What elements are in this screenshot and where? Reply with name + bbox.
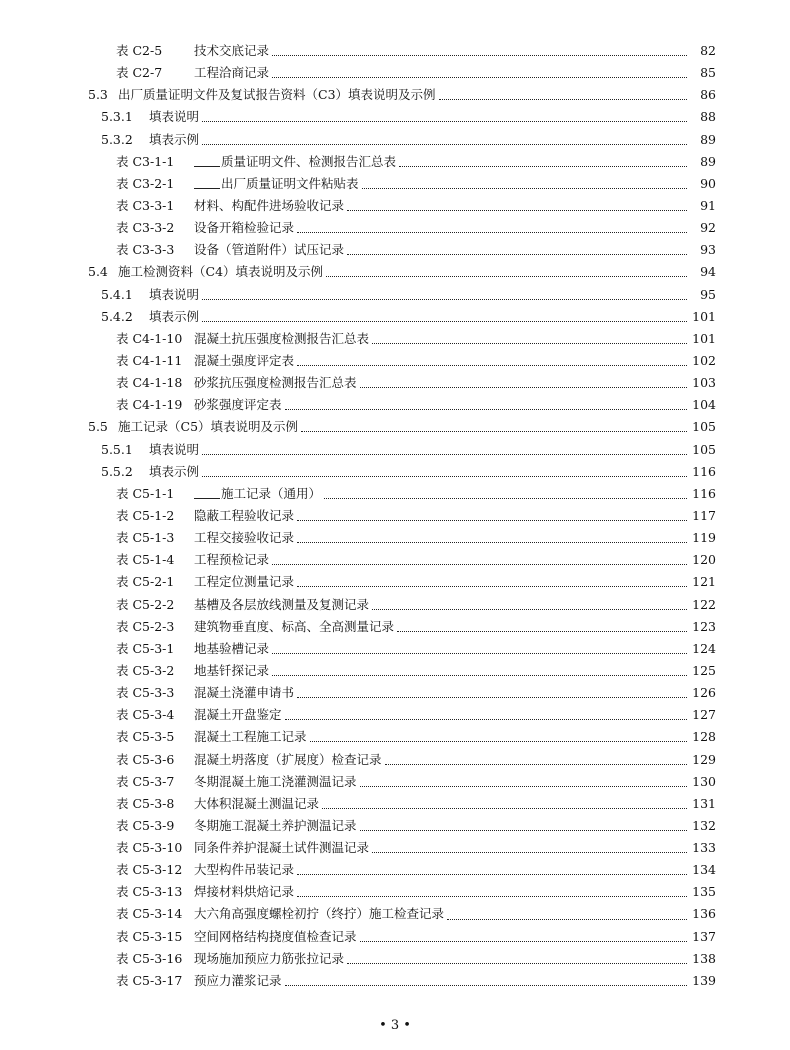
dot-leader <box>285 718 687 720</box>
toc-entry[interactable] <box>0 372 790 394</box>
toc-entry-label <box>116 350 294 372</box>
toc-entry-title: 空间网格结构挠度值检查记录 <box>194 928 357 944</box>
toc-entry-title: 施工检测资料（C4）填表说明及示例 <box>118 264 324 280</box>
toc-entry-page: 116 <box>692 463 716 479</box>
toc-entry-code: 表 C5-3-1 <box>116 640 175 656</box>
toc-entry-title: 填表示例 <box>149 463 200 479</box>
toc-entry-label <box>101 461 199 483</box>
toc-entry-label <box>88 416 298 438</box>
toc-entry-code: 5.4.2 <box>101 308 133 324</box>
toc-entry-page: 130 <box>692 773 716 789</box>
toc-entry-title: 施工记录（C5）填表说明及示例 <box>118 419 299 435</box>
toc-entry-title: 出厂质量证明文件粘贴表 <box>221 175 359 191</box>
dot-leader <box>372 342 687 344</box>
dot-leader <box>285 984 687 986</box>
toc-entry[interactable] <box>0 793 790 815</box>
fill-in-blank <box>194 154 220 167</box>
toc-entry-title: 基槽及各层放线测量及复测记录 <box>194 596 370 612</box>
toc-entry-title: 工程定位测量记录 <box>194 574 295 590</box>
toc-entry-code: 表 C5-3-16 <box>116 950 183 966</box>
dot-leader <box>362 187 687 189</box>
toc-entry-page: 123 <box>692 618 716 634</box>
toc-entry-title: 大型构件吊装记录 <box>194 862 295 878</box>
toc-entry-title: 地基验槽记录 <box>194 640 270 656</box>
toc-entry-code: 表 C3-3-2 <box>116 220 175 236</box>
toc-entry-title: 建筑物垂直度、标高、全高测量记录 <box>194 618 395 634</box>
toc-entry-title: 设备（管道附件）试压记录 <box>194 242 345 258</box>
toc-entry-code: 表 C5-1-4 <box>116 552 175 568</box>
dot-leader <box>447 918 687 920</box>
toc-entry-code: 表 C5-3-13 <box>116 884 183 900</box>
toc-entry-code: 表 C5-3-5 <box>116 729 175 745</box>
dot-leader <box>272 76 687 78</box>
toc-entry-label <box>116 40 269 62</box>
toc-entry[interactable] <box>0 261 790 283</box>
toc-entry-page: 116 <box>692 485 716 501</box>
toc-entry-page: 135 <box>692 884 716 900</box>
toc-entry-label <box>116 394 282 416</box>
toc-entry[interactable] <box>0 350 790 372</box>
toc-entry-page: 119 <box>692 530 716 546</box>
toc-entry-code: 表 C5-3-2 <box>116 662 175 678</box>
toc-entry-label <box>116 926 357 948</box>
toc-entry-page: 136 <box>692 906 716 922</box>
dot-leader <box>297 585 687 587</box>
toc-entry-page: 92 <box>700 220 716 236</box>
dot-leader <box>297 696 687 698</box>
toc-entry-title: 地基钎探记录 <box>194 662 270 678</box>
toc-entry[interactable] <box>0 84 790 106</box>
toc-entry-code: 表 C5-3-3 <box>116 685 175 701</box>
toc-entry-page: 101 <box>692 308 716 324</box>
dot-leader <box>297 364 687 366</box>
toc-entry-code: 表 C5-1-3 <box>116 530 175 546</box>
toc-entry-title: 砂浆强度评定表 <box>194 397 282 413</box>
dot-leader <box>347 253 687 255</box>
dot-leader <box>272 54 687 56</box>
toc-entry-page: 88 <box>700 109 716 125</box>
dot-leader <box>297 895 687 897</box>
toc-entry[interactable] <box>0 926 790 948</box>
toc-entry[interactable] <box>0 859 790 881</box>
dot-leader <box>385 763 687 765</box>
dot-leader <box>397 630 687 632</box>
toc-entry-title: 冬期混凝土施工浇灌测温记录 <box>194 773 357 789</box>
toc-entry[interactable] <box>0 284 790 306</box>
dot-leader <box>439 98 687 100</box>
toc-entry[interactable] <box>0 594 790 616</box>
toc-entry-label <box>116 372 357 394</box>
toc-entry-title: 混凝土强度评定表 <box>194 352 295 368</box>
toc-entry[interactable] <box>0 416 790 438</box>
toc-entry[interactable] <box>0 616 790 638</box>
toc-entry-title: 填表说明 <box>149 286 200 302</box>
dot-leader <box>297 873 687 875</box>
toc-entry-label <box>101 306 199 328</box>
toc-entry[interactable] <box>0 40 790 62</box>
toc-entry-page: 117 <box>692 507 716 523</box>
toc-entry-label <box>116 771 357 793</box>
toc-entry[interactable] <box>0 837 790 859</box>
toc-entry-label <box>116 217 294 239</box>
toc-entry-code: 表 C5-3-6 <box>116 751 175 767</box>
toc-entry-page: 101 <box>692 330 716 346</box>
toc-entry[interactable] <box>0 726 790 748</box>
dot-leader <box>372 851 687 853</box>
toc-entry[interactable] <box>0 239 790 261</box>
dot-leader <box>301 430 687 432</box>
toc-entry-page: 89 <box>700 153 716 169</box>
toc-entry-code: 表 C5-3-14 <box>116 906 183 922</box>
toc-entry-code: 5.3 <box>88 87 108 103</box>
toc-entry-code: 表 C5-3-17 <box>116 972 183 988</box>
toc-entry-title: 混凝土抗压强度检测报告汇总表 <box>194 330 370 346</box>
toc-entry-page: 131 <box>692 795 716 811</box>
dot-leader <box>372 608 687 610</box>
toc-entry[interactable] <box>0 815 790 837</box>
toc-entry-page: 129 <box>692 751 716 767</box>
toc-entry[interactable] <box>0 881 790 903</box>
toc-entry-code: 表 C5-3-12 <box>116 862 183 878</box>
toc-entry-page: 138 <box>692 950 716 966</box>
toc-entry-code: 表 C4-1-18 <box>116 375 183 391</box>
toc-entry-title: 出厂质量证明文件及复试报告资料（C3）填表说明及示例 <box>118 87 436 103</box>
page-number: • 3 • <box>379 1018 411 1033</box>
toc-entry-page: 139 <box>692 972 716 988</box>
toc-entry-title: 施工记录（通用） <box>221 485 322 501</box>
toc-entry-code: 表 C5-2-2 <box>116 596 175 612</box>
dot-leader <box>272 674 687 676</box>
toc-entry-code: 表 C3-2-1 <box>116 175 175 191</box>
toc-entry-title: 同条件养护混凝土试件测温记录 <box>194 840 370 856</box>
toc-entry-label <box>116 571 294 593</box>
toc-entry-page: 85 <box>700 65 716 81</box>
toc-entry-code: 5.5.1 <box>101 441 133 457</box>
dot-leader <box>347 209 687 211</box>
toc-entry-label <box>116 948 344 970</box>
toc-entry[interactable] <box>0 306 790 328</box>
toc-entry[interactable] <box>0 217 790 239</box>
dot-leader <box>202 120 687 122</box>
toc-entry-code: 表 C2-5 <box>116 43 163 58</box>
toc-entry-title: 现场施加预应力筋张拉记录 <box>194 950 345 966</box>
toc-entry-title: 质量证明文件、检测报告汇总表 <box>221 153 397 169</box>
dot-leader <box>360 829 687 831</box>
toc-entry-label <box>116 793 319 815</box>
toc-entry-title: 工程预检记录 <box>194 552 270 568</box>
toc-entry-title: 混凝土工程施工记录 <box>194 729 307 745</box>
toc-entry-code: 5.4 <box>88 264 108 280</box>
toc-entry-code: 表 C5-1-1 <box>116 485 175 501</box>
toc-entry-title: 工程交接验收记录 <box>194 530 295 546</box>
toc-entry-label <box>116 704 282 726</box>
toc-entry-page: 126 <box>692 685 716 701</box>
toc-entry[interactable] <box>0 903 790 925</box>
toc-entry-label <box>116 660 269 682</box>
toc-entry-page: 127 <box>692 707 716 723</box>
toc-entry[interactable] <box>0 682 790 704</box>
toc-entry-code: 表 C5-3-8 <box>116 795 175 811</box>
dot-leader <box>202 298 687 300</box>
toc-entry-page: 93 <box>700 242 716 258</box>
toc-entry-label <box>116 726 307 748</box>
toc-entry-page: 121 <box>692 574 716 590</box>
toc-entry-label <box>101 284 199 306</box>
toc-entry-page: 133 <box>692 840 716 856</box>
dot-leader <box>202 453 687 455</box>
toc-entry-title: 混凝土坍落度（扩展度）检查记录 <box>194 751 382 767</box>
dot-leader <box>326 275 687 277</box>
toc-entry-code: 5.4.1 <box>101 286 133 302</box>
toc-entry-label <box>88 84 436 106</box>
toc-entry-title: 填表示例 <box>149 131 200 147</box>
toc-entry-page: 132 <box>692 817 716 833</box>
dot-leader <box>297 231 687 233</box>
toc-entry-title: 大体积混凝土测温记录 <box>194 795 320 811</box>
dot-leader <box>360 940 687 942</box>
toc-entry-label <box>116 682 294 704</box>
toc-entry[interactable] <box>0 527 790 549</box>
toc-entry-page: 82 <box>700 43 716 58</box>
toc-entry-label <box>116 616 394 638</box>
dot-leader <box>347 962 687 964</box>
toc-entry-code: 5.3.2 <box>101 131 133 147</box>
dot-leader <box>322 807 687 809</box>
toc-entry-code: 表 C3-1-1 <box>116 153 175 169</box>
toc-entry-label <box>116 195 344 217</box>
toc-entry-label <box>116 527 294 549</box>
dot-leader <box>360 785 687 787</box>
toc-entry-title: 填表说明 <box>149 441 200 457</box>
toc-entry-label <box>101 106 199 128</box>
toc-entry-title: 焊接材料烘焙记录 <box>194 884 295 900</box>
toc-entry[interactable] <box>0 195 790 217</box>
toc-entry-code: 表 C5-3-15 <box>116 928 183 944</box>
toc-entry-page: 90 <box>700 175 716 191</box>
toc-entry[interactable] <box>0 549 790 571</box>
toc-entry[interactable] <box>0 483 790 505</box>
toc-entry-page: 95 <box>700 286 716 302</box>
toc-entry[interactable] <box>0 62 790 84</box>
toc-entry-code: 表 C4-1-11 <box>116 352 183 368</box>
toc-entry-title: 技术交底记录 <box>194 43 270 58</box>
toc-entry-code: 表 C5-2-1 <box>116 574 175 590</box>
toc-entry-code: 表 C3-3-1 <box>116 197 175 213</box>
toc-entry-code: 表 C5-1-2 <box>116 507 175 523</box>
dot-leader <box>272 652 687 654</box>
toc-entry-label <box>116 903 444 925</box>
dot-leader <box>272 563 687 565</box>
toc-entry-code: 表 C5-3-10 <box>116 840 183 856</box>
toc-entry[interactable] <box>0 129 790 151</box>
toc-entry-page: 102 <box>692 352 716 368</box>
toc-entry-title: 砂浆抗压强度检测报告汇总表 <box>194 375 357 391</box>
toc-entry-title: 材料、构配件进场验收记录 <box>194 197 345 213</box>
dot-leader <box>310 740 687 742</box>
toc-entry-page: 104 <box>692 397 716 413</box>
toc-entry-label <box>116 881 294 903</box>
toc-entry-title: 工程洽商记录 <box>194 65 270 81</box>
toc-entry-label <box>116 549 269 571</box>
toc-entry[interactable] <box>0 660 790 682</box>
toc-entry-page: 128 <box>692 729 716 745</box>
toc-entry-page: 134 <box>692 862 716 878</box>
fill-in-blank <box>194 486 220 499</box>
toc-entry-label <box>116 62 269 84</box>
toc-entry-code: 表 C5-3-9 <box>116 817 175 833</box>
toc-entry-code: 5.5 <box>88 419 108 435</box>
toc-entry-page: 122 <box>692 596 716 612</box>
toc-entry-code: 表 C4-1-10 <box>116 330 183 346</box>
toc-entry-code: 表 C2-7 <box>116 65 163 81</box>
dot-leader <box>297 519 687 521</box>
fill-in-blank <box>194 176 220 189</box>
toc-entry-page: 89 <box>700 131 716 147</box>
toc-entry-page: 120 <box>692 552 716 568</box>
toc-entry-label <box>116 970 282 992</box>
toc-entry-page: 124 <box>692 640 716 656</box>
toc-entry-label <box>116 328 369 350</box>
toc-entry-label <box>116 594 369 616</box>
table-of-contents <box>0 40 790 992</box>
toc-entry-label <box>116 638 269 660</box>
toc-entry[interactable] <box>0 151 790 173</box>
toc-entry-page: 137 <box>692 928 716 944</box>
toc-entry-page: 103 <box>692 375 716 391</box>
toc-entry[interactable] <box>0 173 790 195</box>
toc-entry-page: 125 <box>692 662 716 678</box>
toc-entry-label <box>116 173 359 195</box>
toc-entry-label <box>101 129 199 151</box>
dot-leader <box>202 320 687 322</box>
toc-entry-code: 表 C5-3-7 <box>116 773 175 789</box>
toc-entry[interactable] <box>0 704 790 726</box>
toc-entry-title: 隐蔽工程验收记录 <box>194 507 295 523</box>
dot-leader <box>297 541 687 543</box>
toc-entry-label <box>116 151 396 173</box>
toc-entry-title: 预应力灌浆记录 <box>194 972 282 988</box>
toc-entry[interactable] <box>0 749 790 771</box>
toc-entry[interactable] <box>0 505 790 527</box>
toc-entry-title: 混凝土浇灌申请书 <box>194 685 295 701</box>
toc-entry-page: 94 <box>700 264 716 280</box>
toc-entry-page: 91 <box>700 197 716 213</box>
toc-entry-code: 5.5.2 <box>101 463 133 479</box>
toc-entry-title: 设备开箱检验记录 <box>194 220 295 236</box>
toc-entry[interactable] <box>0 638 790 660</box>
dot-leader <box>202 143 687 145</box>
toc-entry[interactable] <box>0 328 790 350</box>
toc-entry-label <box>116 483 321 505</box>
toc-entry-code: 表 C4-1-19 <box>116 397 183 413</box>
dot-leader <box>202 475 687 477</box>
toc-entry-label <box>116 239 344 261</box>
toc-entry-label <box>116 815 357 837</box>
toc-entry[interactable] <box>0 571 790 593</box>
toc-entry-code: 5.3.1 <box>101 109 133 125</box>
toc-entry-label <box>116 749 382 771</box>
toc-entry[interactable] <box>0 970 790 992</box>
toc-entry-label <box>101 439 199 461</box>
dot-leader <box>324 497 687 499</box>
toc-entry-page: 105 <box>692 441 716 457</box>
toc-entry-label <box>88 261 323 283</box>
toc-entry-page: 86 <box>700 87 716 103</box>
toc-entry[interactable] <box>0 439 790 461</box>
toc-entry-title: 冬期施工混凝土养护测温记录 <box>194 817 357 833</box>
toc-entry-label <box>116 505 294 527</box>
toc-entry-page: 105 <box>692 419 716 435</box>
toc-entry-title: 填表说明 <box>149 109 200 125</box>
toc-entry-label <box>116 837 369 859</box>
toc-entry-label <box>116 859 294 881</box>
toc-entry-code: 表 C3-3-3 <box>116 242 175 258</box>
toc-entry-title: 填表示例 <box>149 308 200 324</box>
toc-entry[interactable] <box>0 948 790 970</box>
toc-entry-title: 混凝土开盘鉴定 <box>194 707 282 723</box>
toc-entry[interactable] <box>0 771 790 793</box>
toc-entry[interactable] <box>0 106 790 128</box>
toc-entry-title: 大六角高强度螺栓初拧（终拧）施工检查记录 <box>194 906 445 922</box>
toc-entry-code: 表 C5-2-3 <box>116 618 175 634</box>
toc-entry[interactable] <box>0 394 790 416</box>
toc-entry-code: 表 C5-3-4 <box>116 707 175 723</box>
dot-leader <box>360 386 687 388</box>
dot-leader <box>399 165 687 167</box>
toc-entry[interactable] <box>0 461 790 483</box>
dot-leader <box>285 408 687 410</box>
